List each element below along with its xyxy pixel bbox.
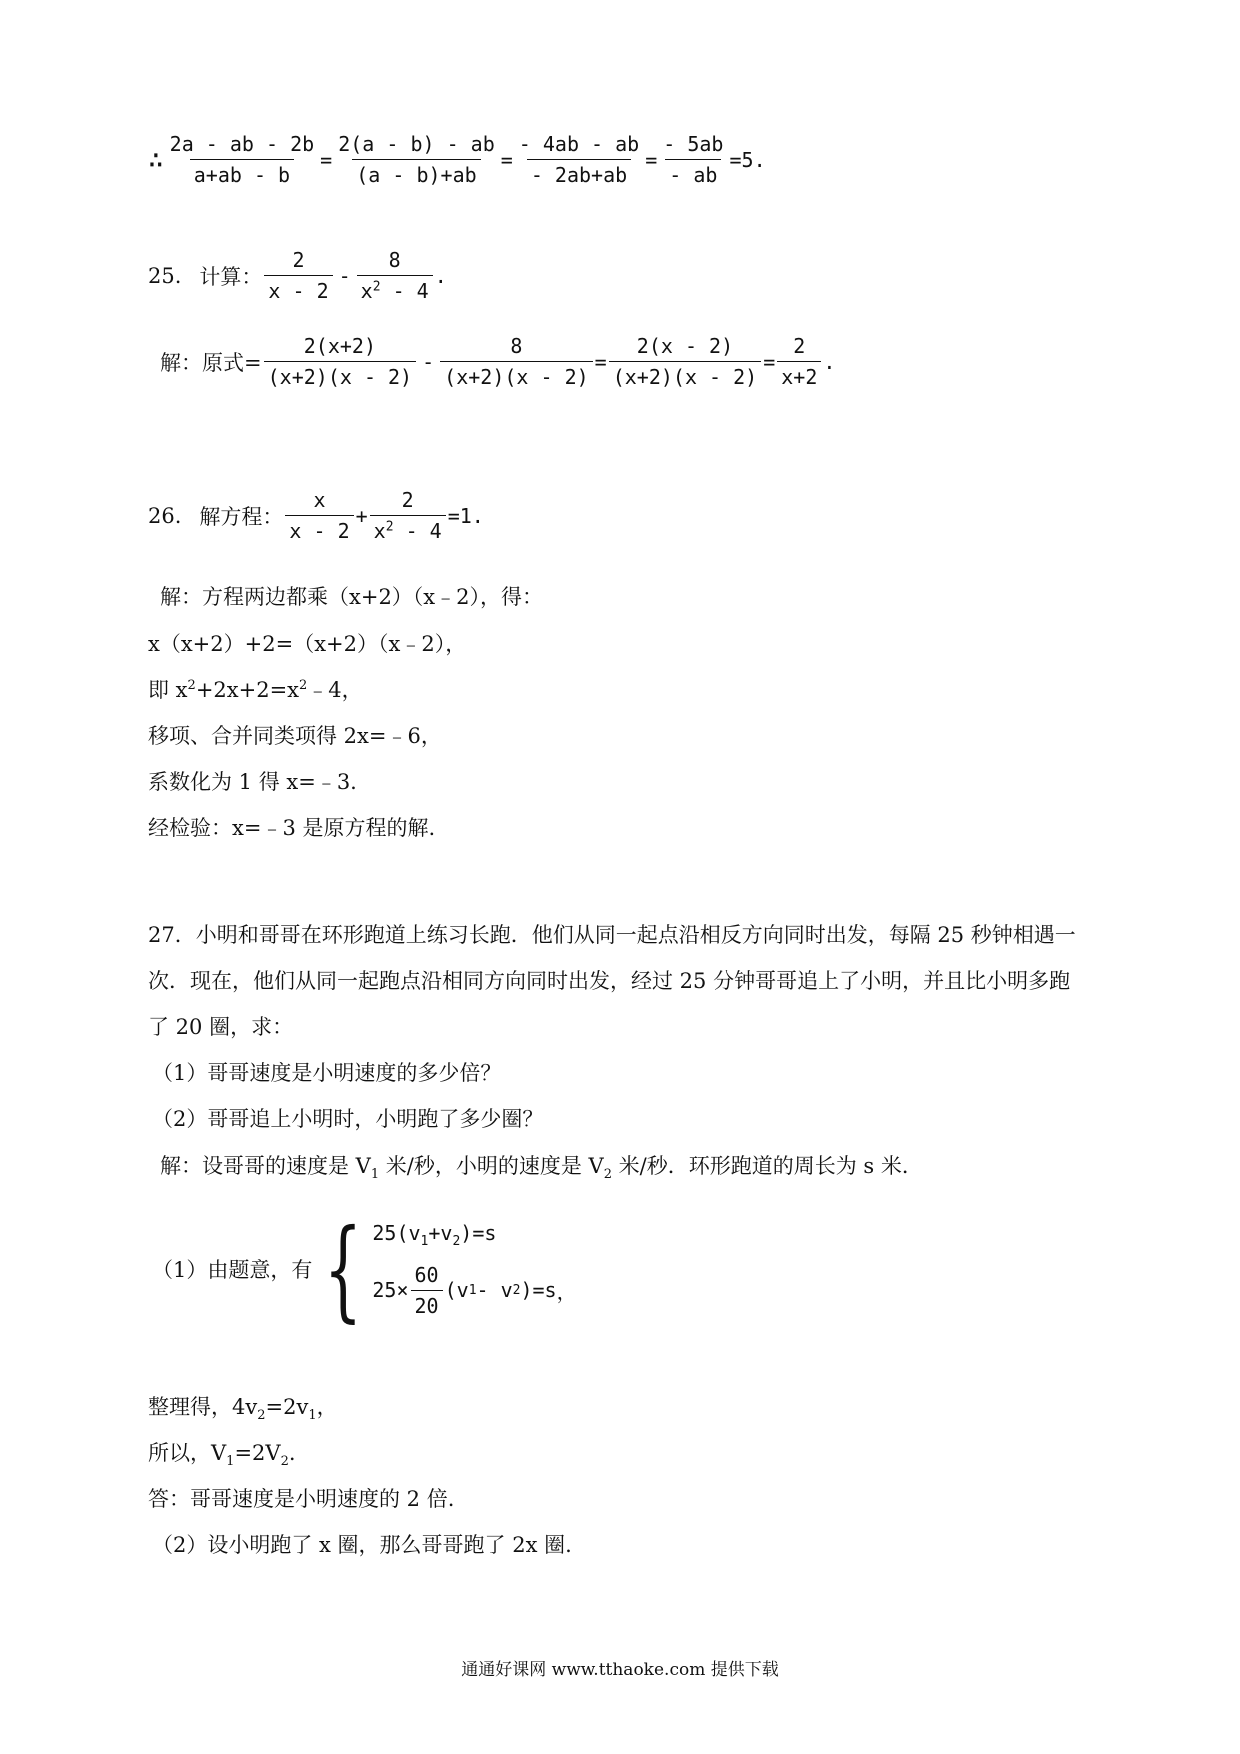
part2-line: （2）设小明跑了 x 圈，那么哥哥跑了 2x 圈. [152,1533,572,1557]
answer-line: 答：哥哥速度是小明速度的 2 倍. [148,1487,455,1511]
fraction: $\frac{2}{x^2 - 4}$ [370,488,446,543]
problem-24-conclusion: ∴ $\frac{2a - ab - 2b}{a+ab - b}$ = $\frac{2(a - b) - ab}{(a - b)+ab}$ = $\frac{- 4ab - ab}{- 2ab+ab}$ = $\frac{- 5ab}{- ab}$ =5. [148,132,766,187]
equation-system-block [152,1205,577,1333]
problem-25-question [148,248,447,303]
problem-label: 解方程： [199,504,284,529]
problem-number: 25. [148,263,182,288]
solution-line: 即 $x^2+2x+2=x^2﹣4$， [148,678,363,702]
problem-number: 26. [148,503,182,528]
problem-27-text: 了 20 圈，求： [148,1015,294,1039]
fraction: $\frac{2(x+2)}{(x+2)(x - 2)}$ [264,334,417,389]
sub-question-1: （1）哥哥速度是小明速度的多少倍？ [152,1061,502,1085]
problem-26-question [148,488,484,543]
problem-27-text: 27．小明和哥哥在环形跑道上练习长跑．他们从同一起点沿相反方向同时出发，每隔 25 秒钟相遇一 [148,923,1076,947]
problem-label: 计算： [199,264,263,289]
solution-line: 解：方程两边都乘（x+2）（x﹣2），得： [160,585,544,609]
sub-question-2: （2）哥哥追上小明时，小明跑了多少圈？ [152,1107,544,1131]
solution-line: 所以，$V_1=2V_2$. [148,1441,296,1470]
part1-label: （1）由题意，有 [152,1258,313,1282]
fraction: $\frac{- 5ab}{- ab}$ [663,132,724,187]
equation-system [372,1221,576,1318]
fraction: $\frac{- 4ab - ab}{- 2ab+ab}$ [518,132,640,187]
solution-setup: 解：设哥哥的速度是 $V_1$ 米/秒，小明的速度是 $V_2$ 米/秒．环形跑道的周长为 s 米． [160,1154,923,1183]
expression: $\frac{2}{x - 2}$ - $\frac{8}{x^2 - 4}$ . [262,248,446,303]
fraction: $\frac{8}{(x+2)(x - 2)}$ [440,334,593,389]
solution-line: x（x+2）+2=（x+2）（x﹣2）， [148,632,467,656]
fraction: $\frac{2(x - 2)}{(x+2)(x - 2)}$ [609,334,762,389]
solution-line: 系数化为 1 得 x=﹣3. [148,770,357,794]
problem-27-text: 次．现在，他们从同一起跑点沿相同方向同时出发，经过 25 分钟哥哥追上了小明，并且比小明多跑 [148,969,1071,993]
solution-line: 整理得，$4v_2=2v_1$， [148,1395,338,1424]
solution-line: 移项、合并同类项得 2x=﹣6， [148,724,442,748]
fraction: $\frac{2}{x+2}$ [777,334,821,389]
fraction: $\frac{2}{x - 2}$ [264,248,332,303]
fraction: $\frac{8}{x^2 - 4}$ [357,248,433,303]
left-brace: { [324,1205,363,1333]
equation-2: 25× $\frac{60}{20}$ (v 1 - v 2 )=s ， [372,1262,577,1318]
equation: $\frac{x}{x - 2}$ + $\frac{2}{x^2 - 4}$ =1. [283,488,483,543]
solution-line: 经检验：x=﹣3 是原方程的解. [148,816,436,840]
solution-label: 解：原式= [160,350,262,375]
fraction: $\frac{x}{x - 2}$ [285,488,353,543]
equation-1: $25(v_1+v_2)=s$ [372,1220,497,1249]
therefore-symbol: ∴ [148,144,164,175]
expression: $\frac{2(x+2)}{(x+2)(x - 2)}$ - $\frac{8}{(x+2)(x - 2)}$ = $\frac{2(x - 2)}{(x+2)(x - 2)}$ = $\frac{2}{x+2}$ . [262,334,836,389]
problem-25-solution [160,334,835,389]
fraction: $\frac{2a - ab - 2b}{a+ab - b}$ [169,132,315,187]
fraction: $\frac{2(a - b) - ab}{(a - b)+ab}$ [338,132,495,187]
page-footer: 通通好课网 www.tthaoke.com 提供下载 [461,1660,779,1680]
fraction: $\frac{60}{20}$ [411,1263,443,1318]
